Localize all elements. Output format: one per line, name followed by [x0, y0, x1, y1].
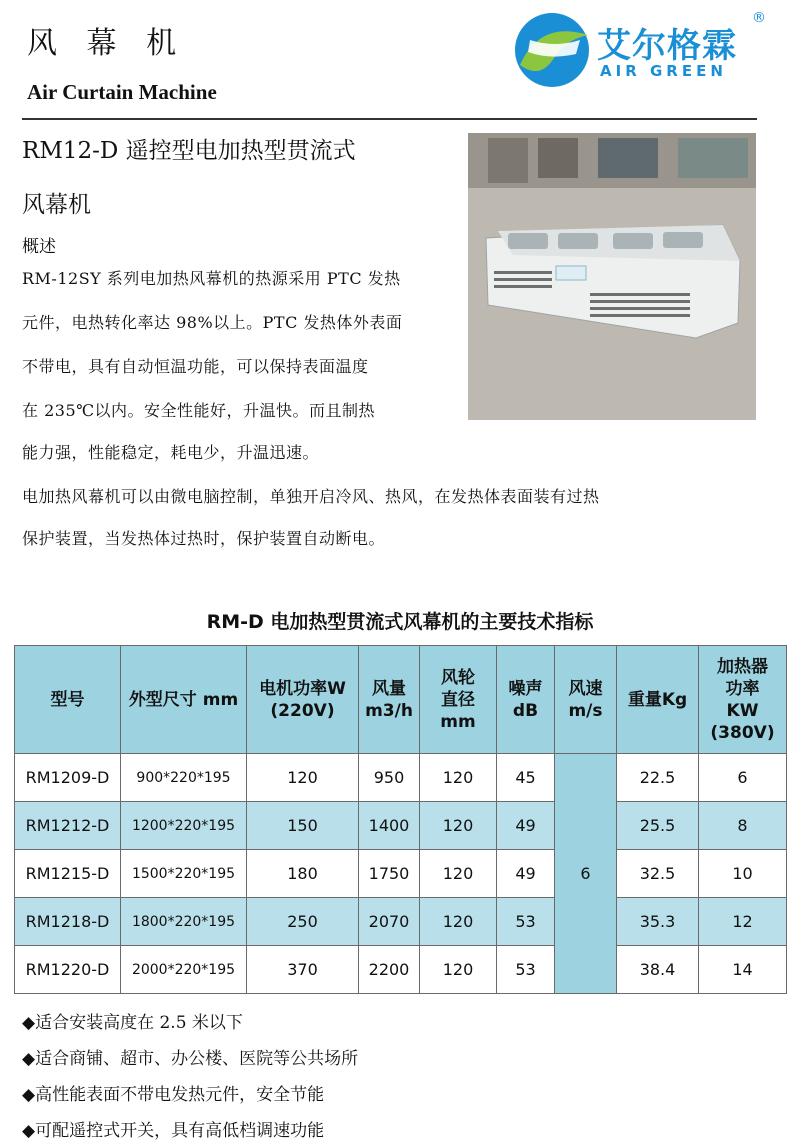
feature-item: ◆高性能表面不带电发热元件，安全节能: [22, 1085, 325, 1105]
overview-paragraph-line: 不带电，具有自动恒温功能，可以保持表面温度: [22, 357, 369, 376]
cell-heater: 6: [699, 754, 787, 802]
table-header-row: [15, 646, 787, 754]
cell-power: 370: [247, 946, 359, 994]
cell-noise: 49: [497, 850, 555, 898]
page-title-en: Air Curtain Machine: [27, 80, 217, 104]
overview-paragraph-line: 元件，电热转化率达 98%以上。PTC 发热体外表面: [22, 313, 403, 332]
cell-dimensions: 2000*220*195: [121, 946, 247, 994]
cell-power: 150: [247, 802, 359, 850]
cell-weight: 25.5: [617, 802, 699, 850]
table-row: [15, 802, 787, 850]
logo-text-cn: 艾尔格霖: [597, 26, 737, 66]
cell-wheel: 120: [420, 850, 497, 898]
cell-noise: 53: [497, 946, 555, 994]
table-row: [15, 850, 787, 898]
cell-model: RM1220-D: [15, 946, 121, 994]
cell-model: RM1212-D: [15, 802, 121, 850]
cell-dimensions: 1500*220*195: [121, 850, 247, 898]
spec-table-title: RM-D 电加热型贯流式风幕机的主要技术指标: [206, 611, 594, 633]
feature-item: ◆可配遥控式开关，具有高低档调速功能: [22, 1121, 325, 1141]
cell-wheel: 120: [420, 754, 497, 802]
header-airflow: 风量 m3/h: [359, 646, 420, 754]
cell-model: RM1218-D: [15, 898, 121, 946]
cell-heater: 10: [699, 850, 787, 898]
spec-table: [14, 645, 787, 994]
header-dimensions: 外型尺寸 mm: [121, 646, 247, 754]
cell-power: 120: [247, 754, 359, 802]
overview-paragraph-line: 能力强，性能稳定，耗电少，升温迅速。: [22, 443, 320, 462]
table-row: [15, 898, 787, 946]
cell-weight: 35.3: [617, 898, 699, 946]
cell-wind-speed: 6: [555, 754, 617, 994]
header-motor-power: 电机功率W (220V): [247, 646, 359, 754]
cell-weight: 22.5: [617, 754, 699, 802]
cell-model: RM1215-D: [15, 850, 121, 898]
cell-noise: 45: [497, 754, 555, 802]
cell-heater: 12: [699, 898, 787, 946]
header-noise: 噪声 dB: [497, 646, 555, 754]
logo-text-en: AIR GREEN: [600, 62, 727, 80]
feature-item: ◆适合商铺、超市、办公楼、医院等公共场所: [22, 1049, 359, 1069]
cell-wheel: 120: [420, 802, 497, 850]
cell-heater: 8: [699, 802, 787, 850]
product-title-line1: RM12-D 遥控型电加热型贯流式: [22, 138, 356, 164]
cell-dimensions: 900*220*195: [121, 754, 247, 802]
table-row: [15, 946, 787, 994]
cell-power: 250: [247, 898, 359, 946]
cell-airflow: 1400: [359, 802, 420, 850]
page-title-cn: 风 幕 机: [27, 26, 187, 61]
cell-airflow: 2200: [359, 946, 420, 994]
header-wind-speed: 风速 m/s: [555, 646, 617, 754]
cell-dimensions: 1200*220*195: [121, 802, 247, 850]
cell-wheel: 120: [420, 898, 497, 946]
cell-noise: 49: [497, 802, 555, 850]
header-wheel-diameter: 风轮 直径 mm: [420, 646, 497, 754]
cell-model: RM1209-D: [15, 754, 121, 802]
header-heater-power: 加热器 功率 KW (380V): [699, 646, 787, 754]
product-title-line2: 风幕机: [22, 192, 91, 218]
header-divider: [22, 118, 757, 120]
cell-airflow: 1750: [359, 850, 420, 898]
header-weight: 重量Kg: [617, 646, 699, 754]
overview-paragraph-line: 保护装置，当发热体过热时，保护装置自动断电。: [22, 529, 386, 548]
cell-airflow: 950: [359, 754, 420, 802]
overview-paragraph-line: RM-12SY 系列电加热风幕机的热源采用 PTC 发热: [22, 269, 401, 288]
cell-wheel: 120: [420, 946, 497, 994]
cell-heater: 14: [699, 946, 787, 994]
feature-item: ◆适合安装高度在 2.5 米以下: [22, 1013, 243, 1033]
header-model: 型号: [15, 646, 121, 754]
registered-mark: ®: [752, 10, 766, 26]
cell-noise: 53: [497, 898, 555, 946]
cell-power: 180: [247, 850, 359, 898]
product-photo: [468, 133, 756, 420]
cell-weight: 32.5: [617, 850, 699, 898]
overview-paragraph-line: 电加热风幕机可以由微电脑控制，单独开启冷风、热风，在发热体表面装有过热: [22, 487, 600, 506]
overview-paragraph-line: 在 235℃以内。安全性能好，升温快。而且制热: [22, 401, 376, 420]
table-row: [15, 754, 787, 802]
cell-weight: 38.4: [617, 946, 699, 994]
cell-airflow: 2070: [359, 898, 420, 946]
overview-heading: 概述: [22, 237, 56, 257]
cell-dimensions: 1800*220*195: [121, 898, 247, 946]
